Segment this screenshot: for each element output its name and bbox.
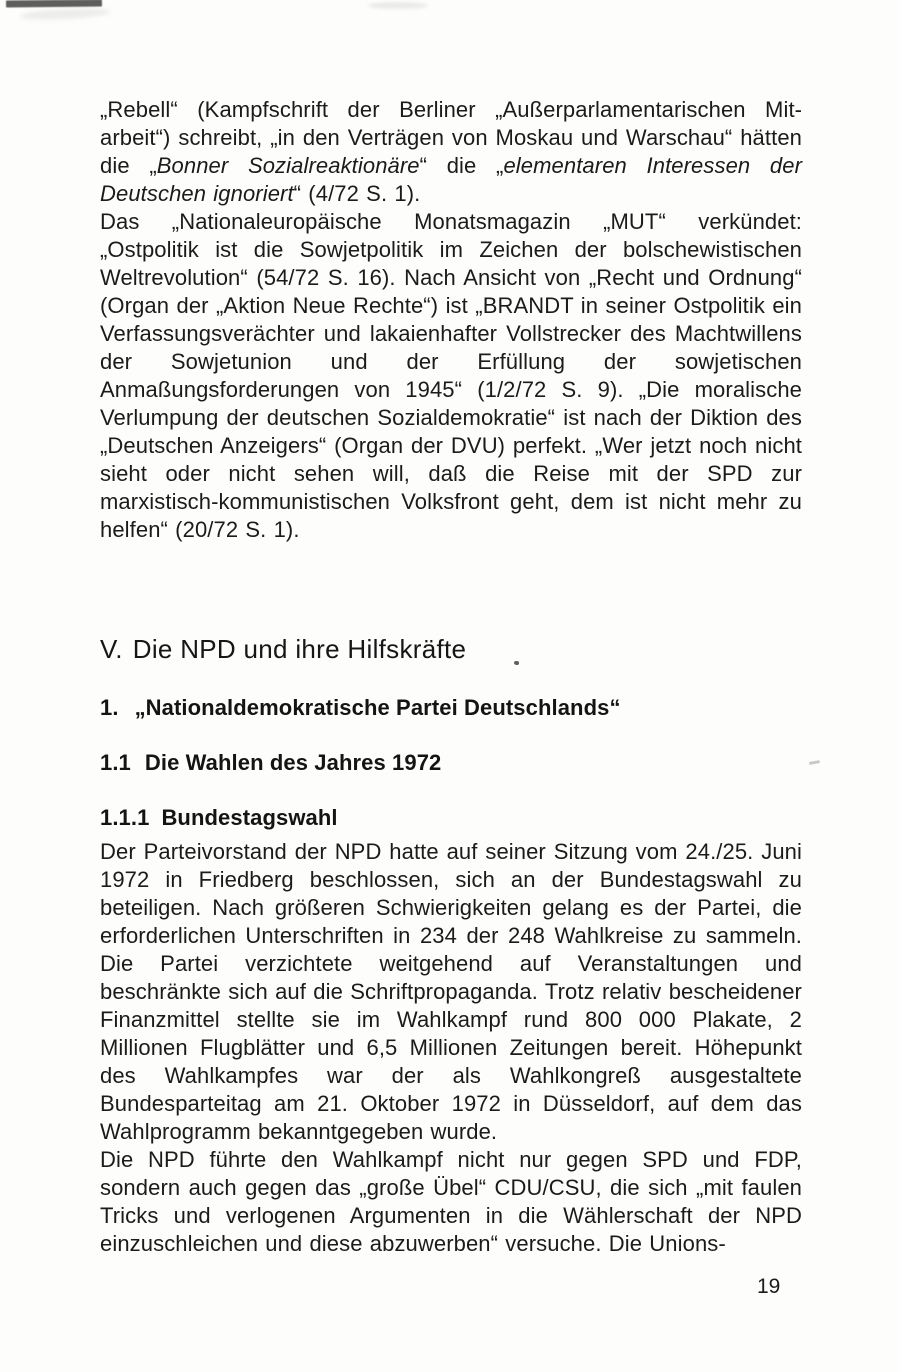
chapter-heading <box>100 634 466 665</box>
paragraph <box>100 208 802 544</box>
section-number: 1.1.1 <box>100 805 150 830</box>
paragraph <box>100 1146 802 1258</box>
text-run: “ die „ <box>419 153 504 178</box>
text-run: Das „Nationaleuropäische Monatsmagazin „MUT“ verkündet: „Ostpolitik ist die Sowjetpolitik im Zeichen der bolschewistischen Weltrevolution“ (54/72 S. 16). Nach Ansicht von „Recht und Ordnung“ (Organ der „Aktion Neue Rechte“) ist „BRANDT in seiner Ostpolitik ein Verfassungsverächter und lakaienhafter Vollstrecker des Machtwillens der Sowjetunion und der Erfüllung der sowjetischen Anmaßungsforderungen von 1945“ (1/2/72 S. 9). „Die moralische Verlumpung der deutschen Sozialdemokratie“ ist nach der Diktion des „Deutschen Anzeigers“ (Organ der DVU) perfekt. „Wer jetzt noch nicht sieht oder nicht sehen will, daß die Reise mit der SPD zur marxistisch-kommunistischen Volksfront geht, dem ist nicht mehr zu helfen“ (20/72 S. 1). <box>100 209 802 542</box>
paragraph <box>100 96 802 208</box>
section-heading-1-1 <box>100 750 441 776</box>
section-title: „Nationaldemokratische Partei Deutschlands“ <box>134 695 621 720</box>
chapter-number: V. <box>100 634 123 664</box>
section-heading-1-1-1 <box>100 805 338 831</box>
section-title: Die Wahlen des Jahres 1972 <box>144 750 442 775</box>
section-number: 1. <box>100 695 119 720</box>
section-title: Bundestagswahl <box>161 805 338 830</box>
emphasized-text: elementaren Interessen der Deutschen ignoriert <box>100 153 803 206</box>
section-heading-1 <box>100 695 621 721</box>
page-number: 19 <box>757 1275 781 1298</box>
body-text-top <box>100 96 802 544</box>
chapter-title: Die NPD und ihre Hilfskräfte <box>132 634 467 664</box>
scan-artifact-smudge-top <box>368 2 428 9</box>
scan-artifact-dash <box>809 760 820 765</box>
scan-artifact-dot <box>514 661 519 665</box>
text-run: Die NPD führte den Wahlkampf nicht nur gegen SPD und FDP, sondern auch gegen das „große Übel“ CDU/CSU, die sich „mit faulen Tricks und verlogenen Argumenten in die Wählerschaft der NPD einzuschleichen und diese abzuwerben“ versuche. Die Unions- <box>100 1147 802 1256</box>
emphasized-text: Bonner Sozialreaktionäre <box>156 153 420 178</box>
scan-artifact-smudge <box>20 7 110 22</box>
scan-artifact-bar <box>6 0 102 8</box>
text-run: Der Parteivorstand der NPD hatte auf seiner Sitzung vom 24./25. Juni 1972 in Friedberg beschlossen, sich an der Bundestagswahl zu beteiligen. Nach größeren Schwierigkeiten gelang es der Partei, die erforderlichen Unterschriften in 234 der 248 Wahlkreise zu sammeln. Die Partei verzichtete weitgehend auf Veranstaltungen und beschränkte sich auf die Schriftpropaganda. Trotz relativ bescheidener Finanzmittel stellte sie im Wahlkampf rund 800 000 Plakate, 2 Millionen Flugblätter und 6,5 Millionen Zeitungen bereit. Höhepunkt des Wahlkampfes war der als Wahlkongreß ausgestaltete Bundesparteitag am 21. Oktober 1972 in Düsseldorf, auf dem das Wahlprogramm bekanntgegeben wurde. <box>100 839 802 1144</box>
paragraph <box>100 838 802 1146</box>
text-run: “ (4/72 S. 1). <box>293 181 421 206</box>
section-number: 1.1 <box>100 750 131 775</box>
body-text-section <box>100 838 802 1258</box>
text-run: „Rebell“ (Kampfschrift der Berliner „Außerparlamentarischen Mitarbeit“) schreibt, „in den Verträgen von Moskau und Warschau“ hätten die „ <box>100 97 802 178</box>
